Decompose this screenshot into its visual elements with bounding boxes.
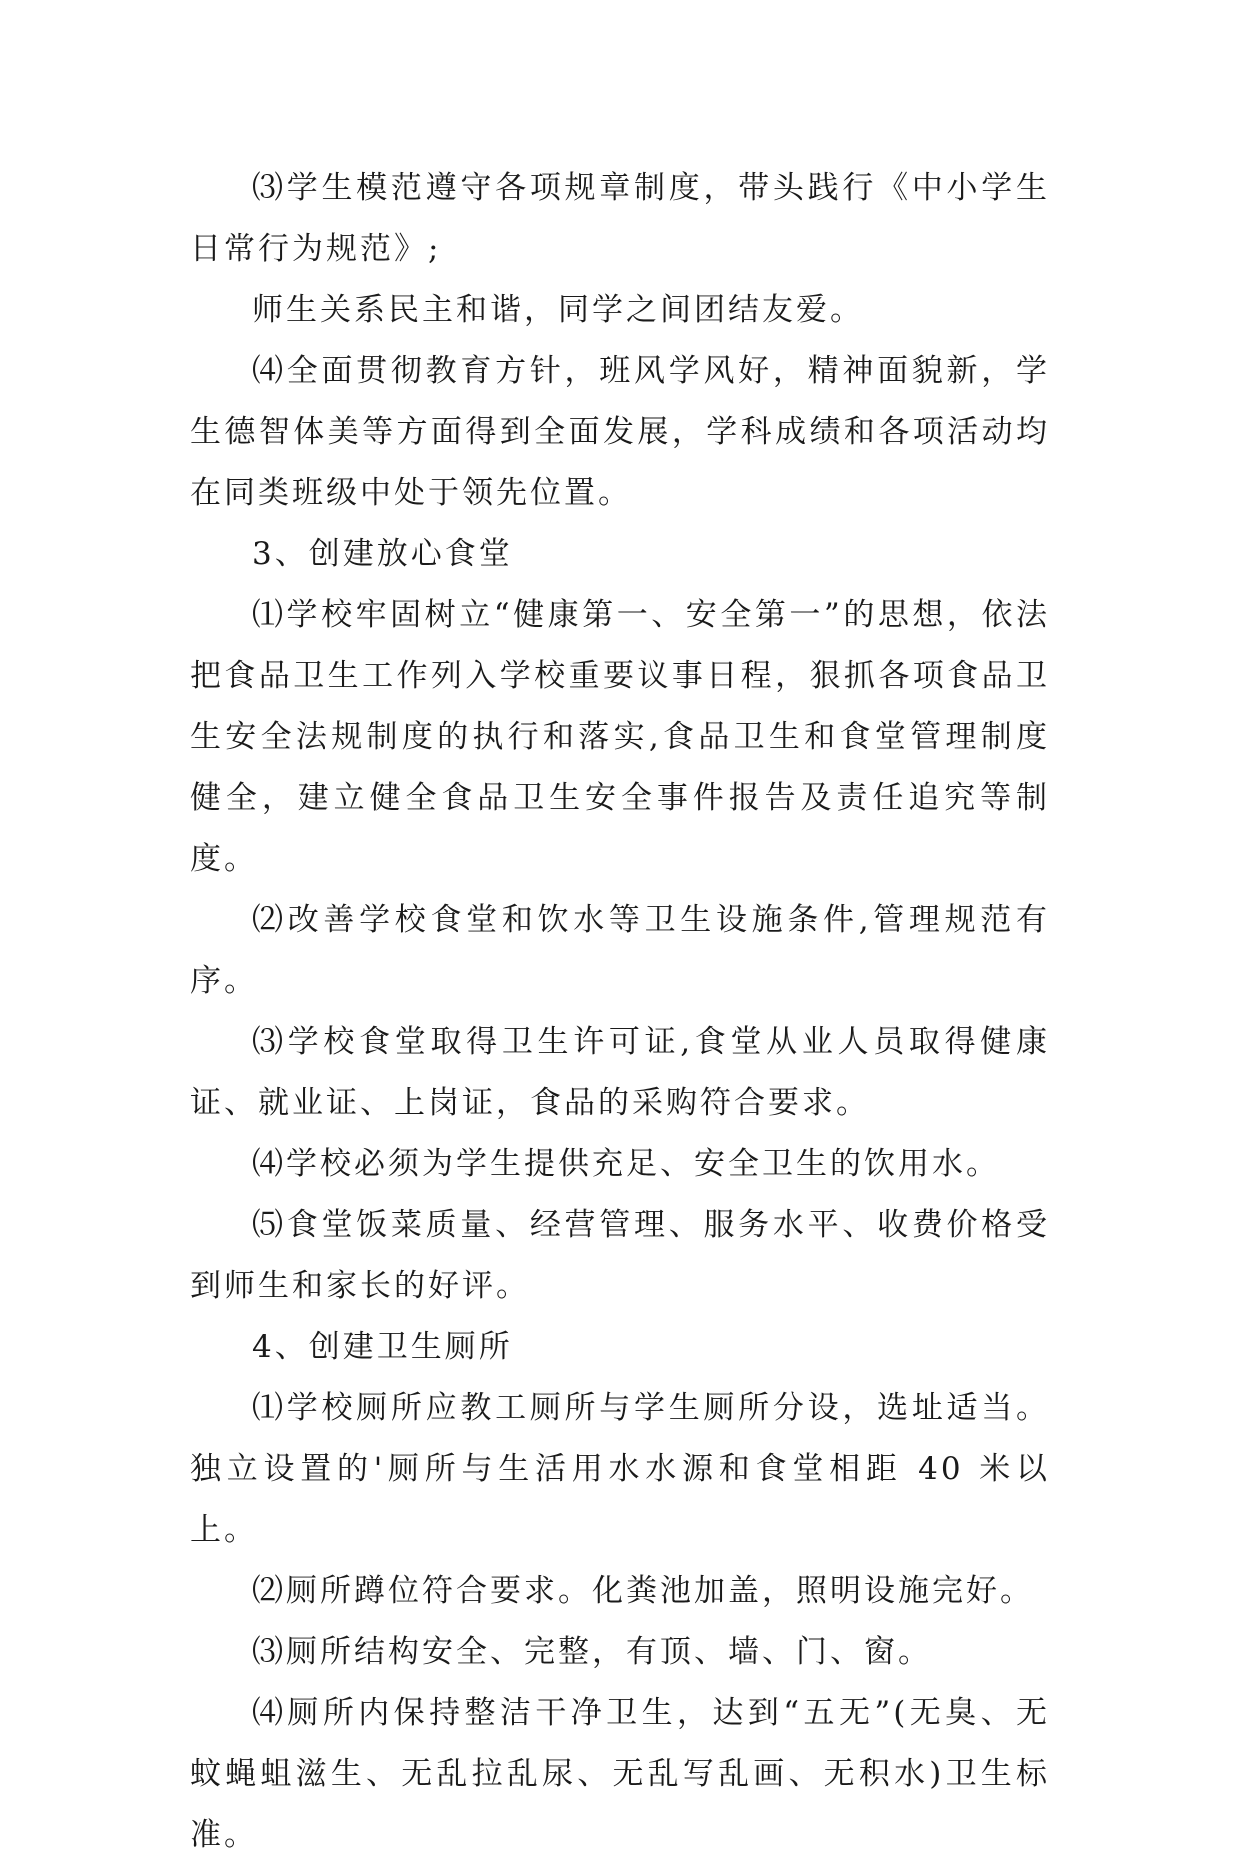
document-body	[190, 158, 1050, 1866]
paragraph-toilet-location: ⑴学校厕所应教工厕所与学生厕所分设，选址适当。独立设置的'厕所与生活用水水源和食堂相距 40 米以上。	[190, 1390, 1050, 1548]
paragraph-drinking-water: ⑷学校必须为学生提供充足、安全卫生的饮用水。	[252, 1146, 1000, 1182]
section-heading-toilets: 4、创建卫生厕所	[252, 1329, 513, 1365]
paragraph-education-policy: ⑷全面贯彻教育方针，班风学风好，精神面貌新，学生德智体美等方面得到全面发展，学科成绩和各项活动均在同类班级中处于领先位置。	[190, 353, 1050, 511]
paragraph-canteen-facilities: ⑵改善学校食堂和饮水等卫生设施条件,管理规范有序。	[190, 902, 1050, 999]
paragraph-food-safety: ⑴学校牢固树立“健康第一、安全第一”的思想，依法把食品卫生工作列入学校重要议事日程，狠抓各项食品卫生安全法规制度的执行和落实,食品卫生和食堂管理制度健全，建立健全食品卫生安全事件报告及责任追究等制度。	[190, 597, 1050, 877]
paragraph-canteen-licenses: ⑶学校食堂取得卫生许可证,食堂从业人员取得健康证、就业证、上岗证，食品的采购符合要求。	[190, 1024, 1050, 1121]
paragraph-teacher-student-relations: 师生关系民主和谐，同学之间团结友爱。	[252, 292, 864, 328]
paragraph-canteen-quality: ⑸食堂饭菜质量、经营管理、服务水平、收费价格受到师生和家长的好评。	[190, 1207, 1050, 1304]
paragraph-toilet-hygiene: ⑷厕所内保持整洁干净卫生，达到“五无”(无臭、无蚊蝇蛆滋生、无乱拉乱尿、无乱写乱画、无积水)卫生标准。	[190, 1695, 1050, 1853]
paragraph-student-rules: ⑶学生模范遵守各项规章制度，带头践行《中小学生日常行为规范》;	[190, 170, 1050, 267]
section-heading-canteen: 3、创建放心食堂	[252, 536, 513, 572]
paragraph-toilet-structure: ⑶厕所结构安全、完整，有顶、墙、门、窗。	[252, 1634, 932, 1670]
paragraph-toilet-facilities: ⑵厕所蹲位符合要求。化粪池加盖，照明设施完好。	[252, 1573, 1034, 1609]
